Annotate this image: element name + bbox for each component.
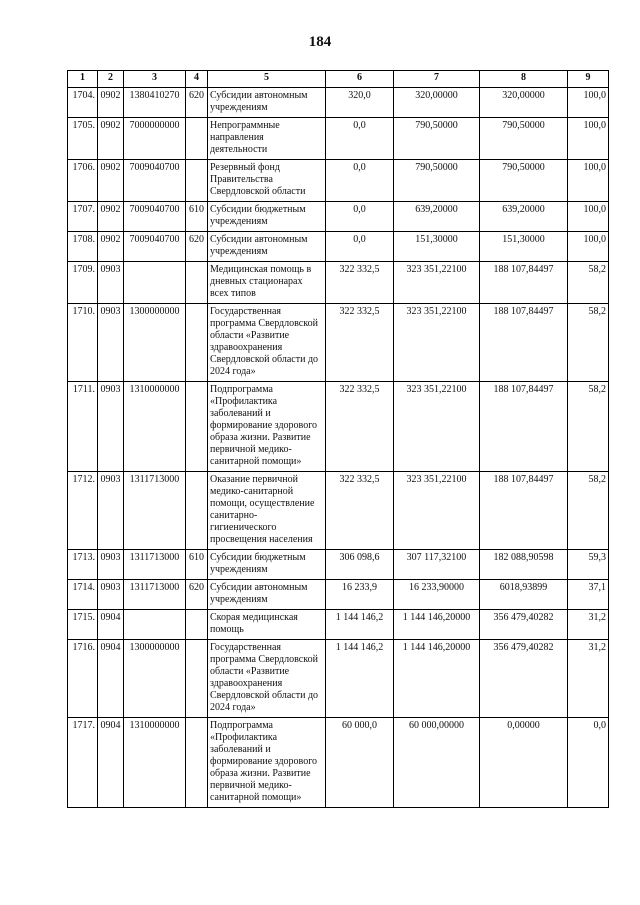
section-code: 0903 [98, 550, 124, 580]
execution-percent: 0,0 [568, 718, 609, 808]
item-name: Медицинская помощь в дневных стационарах всех типов [208, 262, 326, 304]
section-code: 0902 [98, 88, 124, 118]
section-code: 0902 [98, 160, 124, 202]
execution-percent: 58,2 [568, 304, 609, 382]
item-name: Резервный фонд Правительства Свердловской области [208, 160, 326, 202]
executed-amount: 6018,93899 [480, 580, 568, 610]
table-body [68, 88, 609, 808]
executed-amount: 188 107,84497 [480, 472, 568, 550]
target-article-code [124, 262, 186, 304]
expense-type-code: 610 [186, 202, 208, 232]
section-code: 0902 [98, 118, 124, 160]
expense-type-code: 610 [186, 550, 208, 580]
budget-amount: 790,50000 [394, 160, 480, 202]
expense-type-code [186, 610, 208, 640]
budget-amount: 1 144 146,20000 [394, 640, 480, 718]
header-cell: 4 [186, 71, 208, 88]
executed-amount: 182 088,90598 [480, 550, 568, 580]
budget-amount: 320,00000 [394, 88, 480, 118]
section-code: 0903 [98, 472, 124, 550]
approved-amount: 0,0 [326, 202, 394, 232]
row-number: 1713. [68, 550, 98, 580]
header-cell: 3 [124, 71, 186, 88]
executed-amount: 356 479,40282 [480, 640, 568, 718]
target-article-code: 7009040700 [124, 160, 186, 202]
expense-type-code [186, 160, 208, 202]
budget-amount: 1 144 146,20000 [394, 610, 480, 640]
execution-percent: 100,0 [568, 202, 609, 232]
approved-amount: 1 144 146,2 [326, 640, 394, 718]
header-cell: 1 [68, 71, 98, 88]
row-number: 1716. [68, 640, 98, 718]
section-code: 0904 [98, 718, 124, 808]
row-number: 1712. [68, 472, 98, 550]
row-number: 1715. [68, 610, 98, 640]
approved-amount: 322 332,5 [326, 304, 394, 382]
target-article-code: 7000000000 [124, 118, 186, 160]
table-row [68, 382, 609, 472]
expense-type-code [186, 304, 208, 382]
execution-percent: 59,3 [568, 550, 609, 580]
target-article-code: 7009040700 [124, 232, 186, 262]
expense-type-code [186, 382, 208, 472]
row-number: 1705. [68, 118, 98, 160]
item-name: Подпрограмма «Профилактика заболеваний и формирование здорового образа жизни. Развитие первичной медико-санитарной помощи» [208, 718, 326, 808]
approved-amount: 0,0 [326, 118, 394, 160]
item-name: Подпрограмма «Профилактика заболеваний и формирование здорового образа жизни. Развитие первичной медико-санитарной помощи» [208, 382, 326, 472]
table-row [68, 472, 609, 550]
target-article-code: 1310000000 [124, 718, 186, 808]
table-row [68, 232, 609, 262]
execution-percent: 100,0 [568, 118, 609, 160]
budget-table [67, 70, 609, 808]
approved-amount: 1 144 146,2 [326, 610, 394, 640]
budget-amount: 323 351,22100 [394, 382, 480, 472]
budget-amount: 151,30000 [394, 232, 480, 262]
table-row [68, 718, 609, 808]
header-cell: 6 [326, 71, 394, 88]
budget-amount: 323 351,22100 [394, 262, 480, 304]
row-number: 1706. [68, 160, 98, 202]
table-row [68, 550, 609, 580]
section-code: 0902 [98, 232, 124, 262]
item-name: Скорая медицинская помощь [208, 610, 326, 640]
execution-percent: 58,2 [568, 472, 609, 550]
header-row [68, 71, 609, 88]
target-article-code: 7009040700 [124, 202, 186, 232]
approved-amount: 0,0 [326, 160, 394, 202]
executed-amount: 188 107,84497 [480, 304, 568, 382]
section-code: 0903 [98, 382, 124, 472]
expense-type-code: 620 [186, 232, 208, 262]
executed-amount: 790,50000 [480, 160, 568, 202]
expense-type-code [186, 472, 208, 550]
header-cell: 7 [394, 71, 480, 88]
budget-amount: 16 233,90000 [394, 580, 480, 610]
header-cell: 8 [480, 71, 568, 88]
budget-amount: 323 351,22100 [394, 304, 480, 382]
executed-amount: 320,00000 [480, 88, 568, 118]
execution-percent: 100,0 [568, 160, 609, 202]
budget-amount: 307 117,32100 [394, 550, 480, 580]
target-article-code: 1300000000 [124, 640, 186, 718]
item-name: Субсидии автономным учреждениям [208, 88, 326, 118]
target-article-code: 1300000000 [124, 304, 186, 382]
row-number: 1710. [68, 304, 98, 382]
item-name: Государственная программа Свердловской области «Развитие здравоохранения Свердловской области до 2024 года» [208, 640, 326, 718]
item-name: Государственная программа Свердловской области «Развитие здравоохранения Свердловской области до 2024 года» [208, 304, 326, 382]
execution-percent: 58,2 [568, 382, 609, 472]
execution-percent: 58,2 [568, 262, 609, 304]
header-cell: 2 [98, 71, 124, 88]
table-row [68, 640, 609, 718]
row-number: 1709. [68, 262, 98, 304]
budget-amount: 60 000,00000 [394, 718, 480, 808]
executed-amount: 639,20000 [480, 202, 568, 232]
table-row [68, 118, 609, 160]
expense-type-code [186, 262, 208, 304]
section-code: 0902 [98, 202, 124, 232]
target-article-code: 1311713000 [124, 472, 186, 550]
table-row [68, 580, 609, 610]
item-name: Субсидии бюджетным учреждениям [208, 202, 326, 232]
table-row [68, 160, 609, 202]
target-article-code [124, 610, 186, 640]
row-number: 1717. [68, 718, 98, 808]
target-article-code: 1311713000 [124, 580, 186, 610]
approved-amount: 322 332,5 [326, 382, 394, 472]
approved-amount: 322 332,5 [326, 262, 394, 304]
execution-percent: 31,2 [568, 640, 609, 718]
row-number: 1708. [68, 232, 98, 262]
table-row [68, 610, 609, 640]
row-number: 1711. [68, 382, 98, 472]
approved-amount: 16 233,9 [326, 580, 394, 610]
row-number: 1714. [68, 580, 98, 610]
header-cell: 5 [208, 71, 326, 88]
budget-amount: 639,20000 [394, 202, 480, 232]
execution-percent: 37,1 [568, 580, 609, 610]
table-row [68, 202, 609, 232]
section-code: 0903 [98, 304, 124, 382]
execution-percent: 31,2 [568, 610, 609, 640]
executed-amount: 188 107,84497 [480, 382, 568, 472]
expense-type-code: 620 [186, 88, 208, 118]
approved-amount: 306 098,6 [326, 550, 394, 580]
executed-amount: 0,00000 [480, 718, 568, 808]
target-article-code: 1310000000 [124, 382, 186, 472]
budget-amount: 323 351,22100 [394, 472, 480, 550]
expense-type-code [186, 640, 208, 718]
execution-percent: 100,0 [568, 88, 609, 118]
execution-percent: 100,0 [568, 232, 609, 262]
target-article-code: 1311713000 [124, 550, 186, 580]
section-code: 0903 [98, 580, 124, 610]
item-name: Оказание первичной медико-санитарной помощи, осуществление санитарно-гигиенического просвещения населения [208, 472, 326, 550]
section-code: 0904 [98, 640, 124, 718]
table-row [68, 304, 609, 382]
section-code: 0903 [98, 262, 124, 304]
item-name: Непрограммные направления деятельности [208, 118, 326, 160]
approved-amount: 322 332,5 [326, 472, 394, 550]
page-number: 184 [308, 34, 332, 50]
target-article-code: 1380410270 [124, 88, 186, 118]
table-row [68, 262, 609, 304]
executed-amount: 151,30000 [480, 232, 568, 262]
table-row [68, 88, 609, 118]
row-number: 1704. [68, 88, 98, 118]
executed-amount: 188 107,84497 [480, 262, 568, 304]
row-number: 1707. [68, 202, 98, 232]
budget-amount: 790,50000 [394, 118, 480, 160]
approved-amount: 0,0 [326, 232, 394, 262]
approved-amount: 60 000,0 [326, 718, 394, 808]
executed-amount: 790,50000 [480, 118, 568, 160]
header-cell: 9 [568, 71, 609, 88]
expense-type-code [186, 118, 208, 160]
item-name: Субсидии автономным учреждениям [208, 232, 326, 262]
approved-amount: 320,0 [326, 88, 394, 118]
executed-amount: 356 479,40282 [480, 610, 568, 640]
item-name: Субсидии бюджетным учреждениям [208, 550, 326, 580]
expense-type-code: 620 [186, 580, 208, 610]
item-name: Субсидии автономным учреждениям [208, 580, 326, 610]
section-code: 0904 [98, 610, 124, 640]
expense-type-code [186, 718, 208, 808]
